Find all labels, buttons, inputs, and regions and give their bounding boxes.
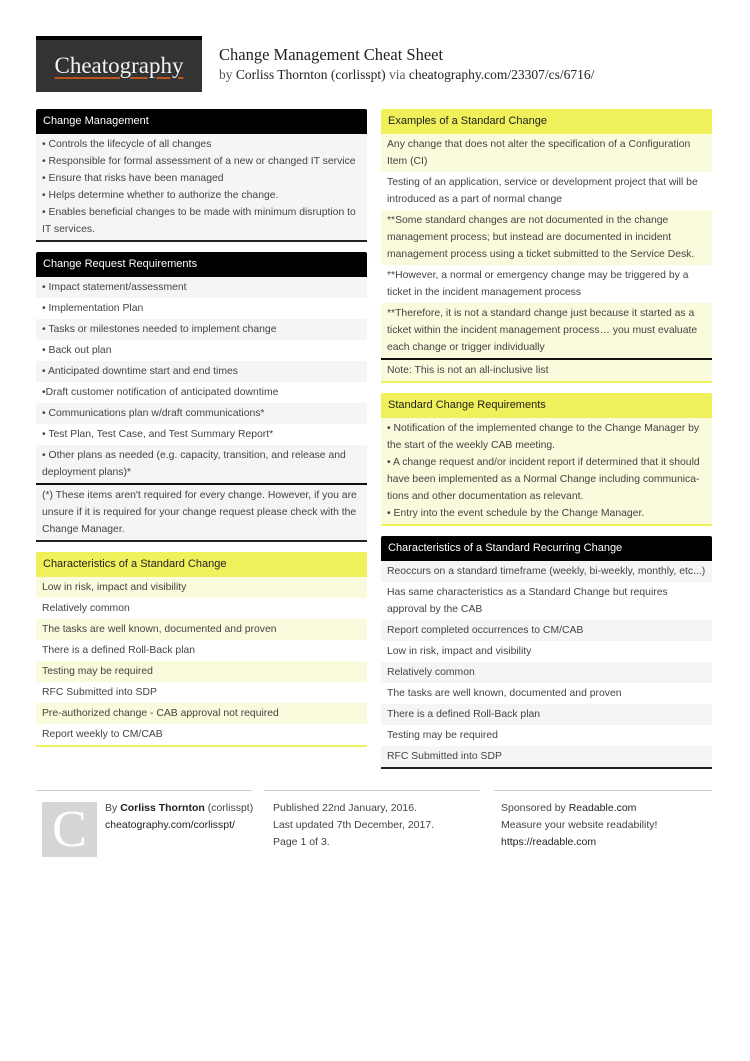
logo-text: Cheatography bbox=[54, 53, 184, 78]
sponsor-tagline: Measure your website readability! bbox=[501, 819, 658, 831]
section-body bbox=[36, 134, 367, 240]
table-row: • Back out plan bbox=[36, 340, 367, 361]
page-number: Page 1 of 3. bbox=[273, 836, 330, 848]
list-item: • Enables beneficial changes to be made with minimum disruption to IT services. bbox=[42, 207, 356, 235]
updated-date: Last updated 7th December, 2017. bbox=[273, 819, 435, 831]
section-note: (*) These items aren't required for every change. However, if you are unsure if it is required for your change request please check with the Change Manager. bbox=[36, 483, 367, 540]
table-row: The tasks are well known, documented and proven bbox=[36, 619, 367, 640]
footer-author bbox=[105, 800, 253, 834]
section-note: Note: This is not an all-inclusive list bbox=[381, 358, 712, 381]
section-change-management bbox=[36, 109, 367, 242]
footer-divider bbox=[494, 790, 712, 791]
sponsor-url-link[interactable]: https://readable.com bbox=[501, 836, 597, 848]
page-title: Change Management Cheat Sheet bbox=[219, 45, 444, 64]
by-prefix: by bbox=[219, 67, 233, 82]
title-block bbox=[219, 45, 594, 83]
section-header: Change Management bbox=[36, 109, 367, 134]
section-characteristics-recurring bbox=[381, 536, 712, 769]
table-row: Testing may be required bbox=[36, 661, 367, 682]
by-prefix: By bbox=[105, 802, 118, 814]
avatar: C bbox=[42, 802, 97, 857]
list-item: • Entry into the event schedule by the Change Manager. bbox=[387, 508, 645, 519]
table-row: • Impact statement/assessment bbox=[36, 277, 367, 298]
table-row: Has same characteristics as a Standard Change but requires approval by the CAB bbox=[381, 582, 712, 620]
section-characteristics-standard bbox=[36, 552, 367, 747]
section-header: Characteristics of a Standard Recurring Change bbox=[381, 536, 712, 561]
table-row: Pre-authorized change - CAB approval not required bbox=[36, 703, 367, 724]
footer-sponsor bbox=[501, 800, 657, 851]
footer-divider bbox=[264, 790, 480, 791]
list-item: • A change request and/or incident report if determined that it should have been implemented as a Normal Change including communica-tions and other documentation as relevant. bbox=[387, 457, 700, 502]
table-row: Testing of an application, service or development project that will be introduced as a part of normal change bbox=[381, 172, 712, 210]
sponsor-prefix: Sponsored by bbox=[501, 802, 566, 814]
left-column bbox=[36, 109, 367, 757]
table-row: • Anticipated downtime start and end times bbox=[36, 361, 367, 382]
list-item: • Controls the lifecycle of all changes bbox=[42, 139, 212, 150]
table-row: • Tasks or milestones needed to implement change bbox=[36, 319, 367, 340]
section-body bbox=[381, 418, 712, 524]
table-row: There is a defined Roll-Back plan bbox=[381, 704, 712, 725]
table-row: Low in risk, impact and visibility bbox=[36, 577, 367, 598]
via-prefix: via bbox=[389, 67, 406, 82]
table-row: Report weekly to CM/CAB bbox=[36, 724, 367, 745]
author-name-link[interactable]: Corliss Thornton bbox=[120, 802, 205, 814]
table-row: RFC Submitted into SDP bbox=[36, 682, 367, 703]
list-item: • Ensure that risks have been managed bbox=[42, 173, 224, 184]
table-row: RFC Submitted into SDP bbox=[381, 746, 712, 767]
section-header: Examples of a Standard Change bbox=[381, 109, 712, 134]
section-examples-standard bbox=[381, 109, 712, 383]
table-row: • Test Plan, Test Case, and Test Summary Report* bbox=[36, 424, 367, 445]
table-row: Report completed occurrences to CM/CAB bbox=[381, 620, 712, 641]
table-row: **However, a normal or emergency change may be triggered by a ticket in the incident management process bbox=[381, 265, 712, 303]
table-row: •Draft customer notification of anticipated downtime bbox=[36, 382, 367, 403]
table-row: • Implementation Plan bbox=[36, 298, 367, 319]
table-row: • Other plans as needed (e.g. capacity, transition, and release and deployment plans)* bbox=[36, 445, 367, 483]
list-item: • Notification of the implemented change to the Change Manager by the start of the weekly CAB meeting. bbox=[387, 423, 700, 451]
table-row: Testing may be required bbox=[381, 725, 712, 746]
author-url-link[interactable]: cheatography.com/corlisspt/ bbox=[105, 819, 235, 831]
table-row: The tasks are well known, documented and proven bbox=[381, 683, 712, 704]
table-row: **Some standard changes are not documented in the change management process; but instead are documented in incident management process using a ticket submitted to the Service Desk. bbox=[381, 210, 712, 265]
list-item: • Helps determine whether to authorize the change. bbox=[42, 190, 279, 201]
section-header: Standard Change Requirements bbox=[381, 393, 712, 418]
table-row: Low in risk, impact and visibility bbox=[381, 641, 712, 662]
list-item: • Responsible for formal assessment of a new or changed IT service bbox=[42, 156, 356, 167]
section-header: Characteristics of a Standard Change bbox=[36, 552, 367, 577]
section-header: Change Request Requirements bbox=[36, 252, 367, 277]
section-standard-requirements bbox=[381, 393, 712, 526]
cheatography-logo[interactable] bbox=[36, 36, 202, 92]
table-row: • Communications plan w/draft communications* bbox=[36, 403, 367, 424]
table-row: There is a defined Roll-Back plan bbox=[36, 640, 367, 661]
footer-divider bbox=[36, 790, 252, 791]
footer-dates bbox=[273, 800, 434, 851]
right-column bbox=[381, 109, 712, 779]
author-handle: (corlisspt) bbox=[207, 802, 254, 814]
author-link[interactable]: Corliss Thornton (corlisspt) bbox=[235, 67, 386, 82]
sheet-url-link[interactable]: cheatography.com/23307/cs/6716/ bbox=[408, 67, 595, 82]
table-row: Relatively common bbox=[381, 662, 712, 683]
table-row: Reoccurs on a standard timeframe (weekly, bi-weekly, monthly, etc...) bbox=[381, 561, 712, 582]
table-row: Any change that does not alter the specification of a Configuration Item (CI) bbox=[381, 134, 712, 172]
byline bbox=[219, 67, 594, 83]
table-row: **Therefore, it is not a standard change just because it started as a ticket within the incident management process… you must evaluate each change or trigger individually bbox=[381, 303, 712, 358]
published-date: Published 22nd January, 2016. bbox=[273, 802, 417, 814]
sponsor-link[interactable]: Readable.com bbox=[568, 802, 637, 814]
section-change-request-requirements bbox=[36, 252, 367, 542]
table-row: Relatively common bbox=[36, 598, 367, 619]
